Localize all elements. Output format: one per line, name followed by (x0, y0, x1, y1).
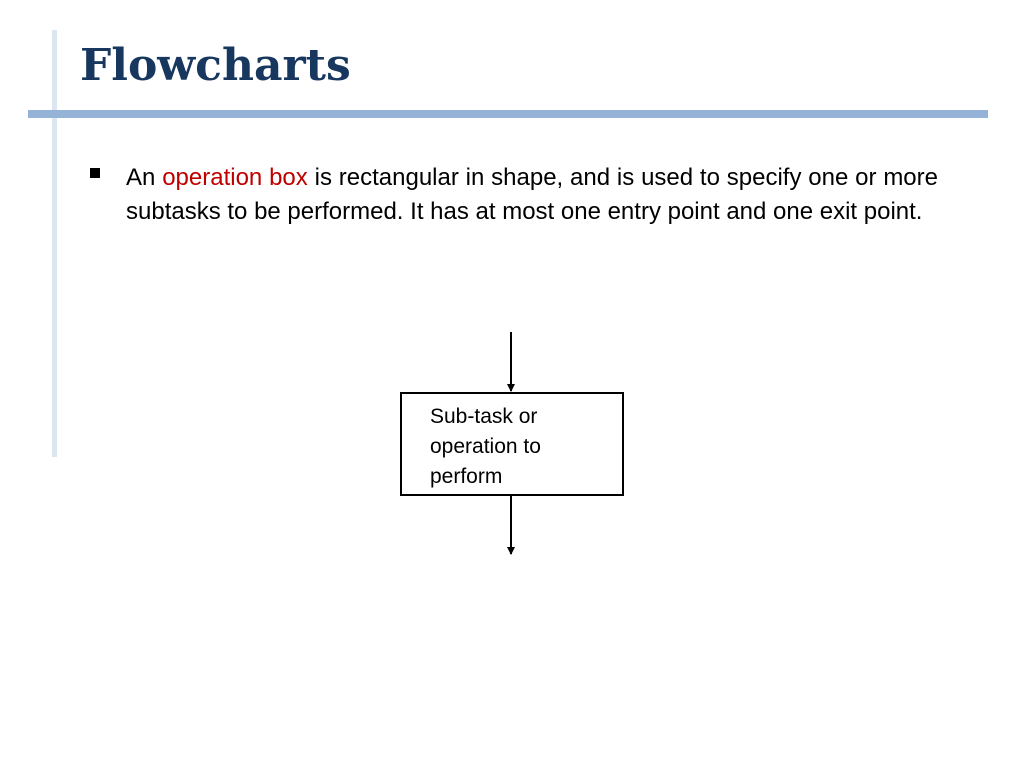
bullet-text-rest: is rectangular in shape, and is used to specify one or more subtasks to be performed. It has at most one entry point and one exit point. (126, 164, 938, 225)
bullet-paragraph (126, 161, 938, 229)
title-underline-rule (28, 110, 988, 118)
operation-box (400, 392, 624, 496)
operation-box-term: operation box (162, 164, 308, 191)
slide-title: Flowcharts (80, 40, 351, 91)
bullet-text-start: An (126, 164, 163, 191)
left-accent-rule (52, 30, 57, 457)
operation-box-label: Sub-task or operation to perform (430, 405, 541, 488)
square-bullet-icon (90, 168, 100, 178)
